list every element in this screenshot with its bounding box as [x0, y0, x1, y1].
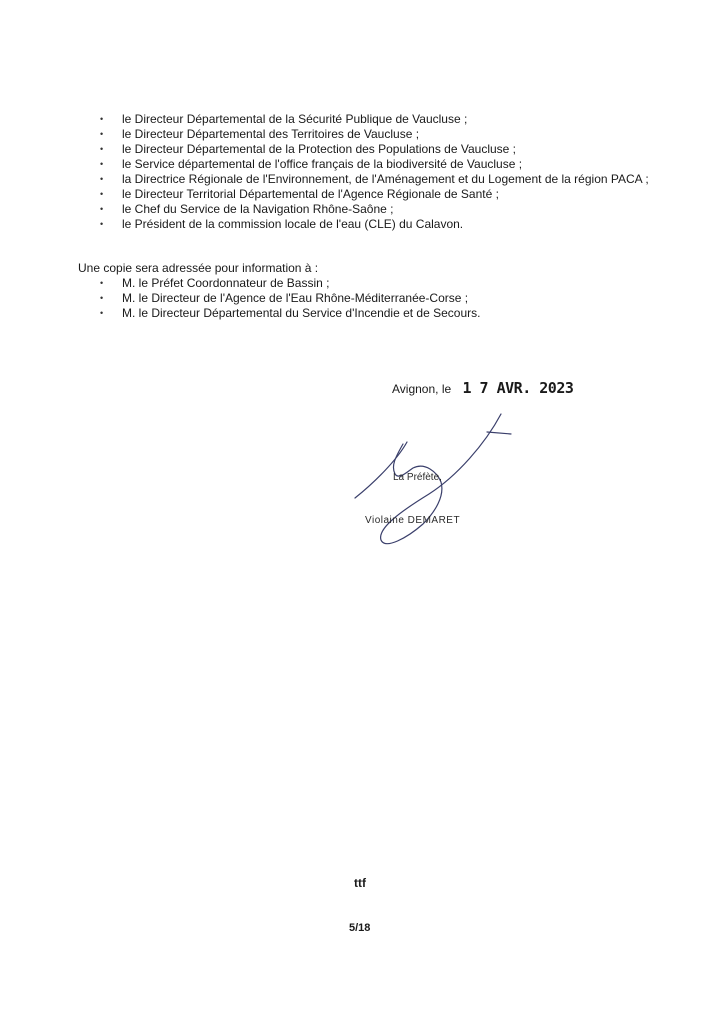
list-item: • M. le Directeur de l'Agence de l'Eau Rhône-Méditerranée-Corse ;	[100, 291, 620, 306]
list-item: • le Directeur Départemental de la Sécurité Publique de Vaucluse ;	[100, 112, 660, 127]
list-item: • le Directeur Territorial Départemental de l'Agence Régionale de Santé ;	[100, 187, 660, 202]
list-item: • le Chef du Service de la Navigation Rhône-Saône ;	[100, 202, 660, 217]
list-item: • le Service départemental de l'office français de la biodiversité de Vaucluse ;	[100, 157, 660, 172]
signature-block	[345, 410, 525, 550]
page-number: 5/18	[349, 922, 371, 934]
signatory-name: Violaine DEMARET	[365, 515, 461, 526]
list-item: • le Directeur Départemental de la Protection des Populations de Vaucluse ;	[100, 142, 660, 157]
recipients-list	[100, 112, 660, 232]
list-item: • le Président de la commission locale de l'eau (CLE) du Calavon.	[100, 217, 660, 232]
list-item: • M. le Directeur Départemental du Service d'Incendie et de Secours.	[100, 306, 620, 321]
place-label: Avignon, le	[392, 382, 452, 396]
list-item: • M. le Préfet Coordonnateur de Bassin ;	[100, 276, 620, 291]
copies-list	[100, 276, 620, 321]
initials-mark: ttf	[354, 876, 366, 890]
list-item: • le Directeur Départemental des Territoires de Vaucluse ;	[100, 127, 660, 142]
copy-intro: Une copie sera adressée pour information à :	[78, 261, 319, 275]
list-item: • la Directrice Régionale de l'Environnement, de l'Aménagement et du Logement de la région PACA ;	[100, 172, 660, 187]
signatory-title: La Préfète,	[393, 472, 442, 483]
date-line	[392, 378, 573, 399]
date-stamp: 1 7 AVR. 2023	[462, 379, 574, 397]
